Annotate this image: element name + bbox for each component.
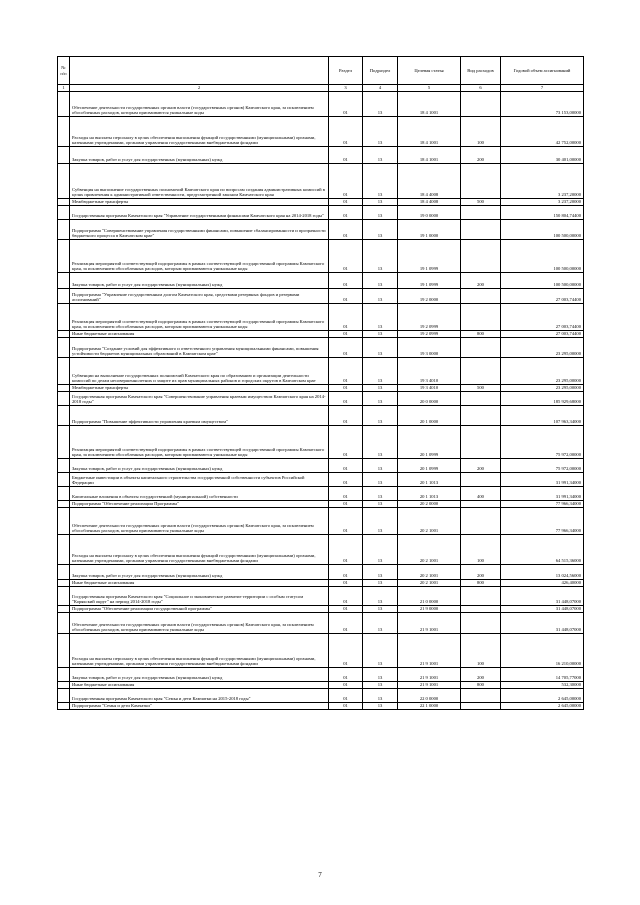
cell-target-article: 21 9 1001 xyxy=(398,613,461,634)
cell-podrazdel: 13 xyxy=(363,459,398,473)
cell-razdel: 01 xyxy=(329,459,363,473)
cell-name: Межбюджетные трансферты xyxy=(70,385,329,392)
table-row xyxy=(58,164,584,199)
cell-podrazdel: 13 xyxy=(363,273,398,289)
cell-target-article: 21 0 0000 xyxy=(398,587,461,606)
cell-annual-volume: 64 515,36000 xyxy=(501,535,584,565)
table-row xyxy=(58,508,584,535)
cell-number xyxy=(58,338,70,358)
cell-number xyxy=(58,147,70,164)
cell-expense-type: 100 xyxy=(461,535,501,565)
cell-razdel: 01 xyxy=(329,338,363,358)
cell-razdel: 01 xyxy=(329,220,363,240)
cell-expense-type: 400 xyxy=(461,487,501,501)
cell-annual-volume: 100 500,00000 xyxy=(501,273,584,289)
table-row xyxy=(58,206,584,220)
cell-target-article: 20 2 1001 xyxy=(398,535,461,565)
cell-expense-type: 800 xyxy=(461,331,501,338)
cell-name: Обеспечение деятельности государственных органов власти (государственных органов) Камчатского края, за исключением обособленных расходов, которым присваиваются уникальные коды xyxy=(70,613,329,634)
table-row xyxy=(58,406,584,426)
cell-target-article: 18 4 1001 xyxy=(398,92,461,117)
cell-number xyxy=(58,304,70,331)
table-row xyxy=(58,240,584,273)
cell-number xyxy=(58,117,70,147)
cell-razdel: 01 xyxy=(329,199,363,206)
cell-annual-volume: 31 991,34000 xyxy=(501,473,584,487)
cell-number xyxy=(58,426,70,459)
cell-name: Подпрограмма "Обеспечение реализации Программы" xyxy=(70,501,329,508)
cell-number xyxy=(58,331,70,338)
table-row xyxy=(58,358,584,385)
cell-annual-volume: 426,40000 xyxy=(501,580,584,587)
cell-annual-volume: 75 972,00000 xyxy=(501,459,584,473)
cell-target-article: 22 1 0000 xyxy=(398,703,461,710)
cell-podrazdel: 13 xyxy=(363,147,398,164)
cell-number xyxy=(58,682,70,689)
cell-annual-volume: 77 966,34000 xyxy=(501,508,584,535)
cell-number xyxy=(58,206,70,220)
cell-razdel: 01 xyxy=(329,682,363,689)
cell-number xyxy=(58,587,70,606)
cell-podrazdel: 13 xyxy=(363,587,398,606)
cell-razdel: 01 xyxy=(329,147,363,164)
cell-target-article: 19 3 4010 xyxy=(398,358,461,385)
cell-number xyxy=(58,385,70,392)
cell-annual-volume: 31 991,34000 xyxy=(501,487,584,501)
cell-annual-volume: 2 645,00000 xyxy=(501,703,584,710)
column-number-3: 3 xyxy=(329,85,363,92)
table-row xyxy=(58,668,584,682)
cell-podrazdel: 13 xyxy=(363,535,398,565)
cell-podrazdel: 13 xyxy=(363,289,398,304)
cell-target-article: 18 4 4008 xyxy=(398,199,461,206)
cell-podrazdel: 13 xyxy=(363,338,398,358)
cell-name: Закупка товаров, работ и услуг для государственных (муниципальных) нужд xyxy=(70,565,329,580)
cell-razdel: 01 xyxy=(329,206,363,220)
table-row xyxy=(58,338,584,358)
cell-target-article: 20 2 1001 xyxy=(398,580,461,587)
cell-expense-type xyxy=(461,240,501,273)
cell-podrazdel: 13 xyxy=(363,634,398,668)
cell-expense-type xyxy=(461,338,501,358)
cell-expense-type xyxy=(461,501,501,508)
cell-razdel: 01 xyxy=(329,385,363,392)
table-row xyxy=(58,587,584,606)
cell-number xyxy=(58,240,70,273)
cell-razdel: 01 xyxy=(329,473,363,487)
cell-number xyxy=(58,613,70,634)
cell-number xyxy=(58,199,70,206)
header-cell-razdel: Раздел xyxy=(329,57,363,85)
cell-target-article: 20 0 0000 xyxy=(398,392,461,406)
cell-target-article: 19 2 0000 xyxy=(398,289,461,304)
cell-razdel: 01 xyxy=(329,587,363,606)
cell-annual-volume: 77 966,34000 xyxy=(501,501,584,508)
cell-razdel: 01 xyxy=(329,406,363,426)
cell-podrazdel: 13 xyxy=(363,426,398,459)
cell-name: Расходы на выплаты персоналу в целях обеспечения выполнения функций государственными (муниципальными) органами, казенными учреждениями, органами управления государственными внебюджетными фондами xyxy=(70,535,329,565)
cell-annual-volume: 150 804,74400 xyxy=(501,206,584,220)
cell-expense-type xyxy=(461,358,501,385)
cell-annual-volume: 532,30000 xyxy=(501,682,584,689)
cell-razdel: 01 xyxy=(329,164,363,199)
cell-annual-volume: 42 752,00000 xyxy=(501,117,584,147)
cell-razdel: 01 xyxy=(329,634,363,668)
cell-expense-type xyxy=(461,220,501,240)
cell-razdel: 01 xyxy=(329,689,363,703)
cell-podrazdel: 13 xyxy=(363,240,398,273)
cell-razdel: 01 xyxy=(329,240,363,273)
cell-name: Обеспечение деятельности государственных органов власти (государственных органов) Камчатского края, за исключением обособленных расходов, которым присваиваются уникальные коды xyxy=(70,508,329,535)
cell-number xyxy=(58,703,70,710)
cell-name: Капитальные вложения в объекты государственной (муниципальной) собственности xyxy=(70,487,329,501)
cell-razdel: 01 xyxy=(329,117,363,147)
table-row xyxy=(58,426,584,459)
table-row xyxy=(58,487,584,501)
cell-podrazdel: 13 xyxy=(363,164,398,199)
cell-name: Государственная программа Камчатского края "Совершенствование управления краевым имуществом Камчатского края на 2014-2018 годы" xyxy=(70,392,329,406)
table-row xyxy=(58,682,584,689)
cell-podrazdel: 13 xyxy=(363,501,398,508)
cell-annual-volume: 27 003,74400 xyxy=(501,331,584,338)
table-row xyxy=(58,273,584,289)
cell-podrazdel: 13 xyxy=(363,703,398,710)
cell-expense-type: 200 xyxy=(461,565,501,580)
table-row xyxy=(58,473,584,487)
cell-annual-volume: 31 448,07000 xyxy=(501,613,584,634)
cell-annual-volume: 31 448,07000 xyxy=(501,606,584,613)
cell-name: Государственная программа Камчатского края "Социальное и экономическое развитие территории с особым статусом "Корякский округ" на период 2014-2018 годы" xyxy=(70,587,329,606)
cell-expense-type xyxy=(461,406,501,426)
table-row xyxy=(58,117,584,147)
table-row xyxy=(58,459,584,473)
cell-name: Межбюджетные трансферты xyxy=(70,199,329,206)
table-row xyxy=(58,147,584,164)
cell-number xyxy=(58,164,70,199)
cell-number xyxy=(58,289,70,304)
cell-podrazdel: 13 xyxy=(363,92,398,117)
cell-annual-volume: 3 237,20000 xyxy=(501,164,584,199)
cell-expense-type: 200 xyxy=(461,147,501,164)
cell-podrazdel: 13 xyxy=(363,682,398,689)
cell-number xyxy=(58,689,70,703)
cell-number xyxy=(58,580,70,587)
cell-annual-volume: 23 295,00000 xyxy=(501,385,584,392)
cell-name: Подпрограмма "Обеспечение реализации государственной программы" xyxy=(70,606,329,613)
cell-expense-type: 500 xyxy=(461,385,501,392)
cell-name: Реализация мероприятий соответствующей подпрограммы в рамках соответствующей государственной программы Камчатского края, за исключением обособленных расходов, которым присваиваются уникальные коды xyxy=(70,304,329,331)
cell-name: Подпрограмма "Совершенствование управления государственными финансами, повышение сбалансированности и прозрачности бюджетного процесса в Камчатском крае" xyxy=(70,220,329,240)
cell-target-article: 20 2 0000 xyxy=(398,501,461,508)
cell-name: Закупка товаров, работ и услуг для государственных (муниципальных) нужд xyxy=(70,273,329,289)
cell-podrazdel: 13 xyxy=(363,304,398,331)
column-number-7: 7 xyxy=(501,85,584,92)
cell-target-article: 20 2 1001 xyxy=(398,565,461,580)
cell-podrazdel: 13 xyxy=(363,199,398,206)
cell-expense-type: 200 xyxy=(461,668,501,682)
cell-annual-volume: 2 645,00000 xyxy=(501,689,584,703)
cell-target-article: 21 9 0000 xyxy=(398,606,461,613)
cell-name: Субвенция на выполнение государственных полномочий Камчатского края по вопросам создания административных комиссий в целях привлечения к административной ответственности, предусмотренной законом Камчатского края xyxy=(70,164,329,199)
table-row xyxy=(58,289,584,304)
cell-name: Государственная программа Камчатского края "Управление государственными финансами Камчатского края на 2014-2018 годы" xyxy=(70,206,329,220)
cell-razdel: 01 xyxy=(329,304,363,331)
cell-razdel: 01 xyxy=(329,535,363,565)
table-row xyxy=(58,703,584,710)
cell-number xyxy=(58,406,70,426)
cell-name: Иные бюджетные ассигнования xyxy=(70,580,329,587)
cell-expense-type xyxy=(461,587,501,606)
cell-annual-volume: 100 500,00000 xyxy=(501,240,584,273)
cell-target-article: 20 1 0999 xyxy=(398,426,461,459)
cell-target-article: 19 1 0999 xyxy=(398,240,461,273)
cell-podrazdel: 13 xyxy=(363,206,398,220)
cell-target-article: 18 4 1001 xyxy=(398,117,461,147)
cell-number xyxy=(58,473,70,487)
header-cell-name xyxy=(70,57,329,85)
cell-name: Расходы на выплаты персоналу в целях обеспечения выполнения функций государственными (муниципальными) органами, казенными учреждениями, органами управления государственными внебюджетными фондами xyxy=(70,117,329,147)
cell-annual-volume: 27 003,74400 xyxy=(501,289,584,304)
cell-target-article: 19 3 4010 xyxy=(398,385,461,392)
cell-podrazdel: 13 xyxy=(363,117,398,147)
cell-annual-volume: 3 237,20000 xyxy=(501,199,584,206)
cell-target-article: 19 1 0999 xyxy=(398,273,461,289)
cell-number xyxy=(58,358,70,385)
cell-number xyxy=(58,606,70,613)
table-row xyxy=(58,220,584,240)
cell-expense-type xyxy=(461,289,501,304)
cell-podrazdel: 13 xyxy=(363,613,398,634)
cell-podrazdel: 13 xyxy=(363,406,398,426)
cell-number xyxy=(58,535,70,565)
cell-name: Закупка товаров, работ и услуг для государственных (муниципальных) нужд xyxy=(70,459,329,473)
cell-podrazdel: 13 xyxy=(363,392,398,406)
table-body xyxy=(58,92,584,710)
cell-razdel: 01 xyxy=(329,426,363,459)
table-row xyxy=(58,606,584,613)
cell-number xyxy=(58,220,70,240)
cell-name: Закупка товаров, работ и услуг для государственных (муниципальных) нужд xyxy=(70,668,329,682)
cell-podrazdel: 13 xyxy=(363,220,398,240)
cell-target-article: 20 1 1013 xyxy=(398,487,461,501)
cell-expense-type: 500 xyxy=(461,199,501,206)
cell-target-article: 19 1 0000 xyxy=(398,220,461,240)
column-number-row xyxy=(58,85,584,92)
cell-razdel: 01 xyxy=(329,501,363,508)
cell-number xyxy=(58,508,70,535)
cell-number xyxy=(58,565,70,580)
cell-podrazdel: 13 xyxy=(363,331,398,338)
cell-annual-volume: 75 972,00000 xyxy=(501,426,584,459)
cell-target-article: 18 4 4008 xyxy=(398,164,461,199)
column-number-2: 2 xyxy=(70,85,329,92)
cell-name: Подпрограмма "Создание условий для эффективного и ответственного управления муниципальными финансами, повышения устойчивости бюджетов муниципальных образований в Камчатском крае" xyxy=(70,338,329,358)
cell-podrazdel: 13 xyxy=(363,606,398,613)
table-row xyxy=(58,565,584,580)
cell-name: Государственная программа Камчатского края "Семья и дети Камчатки на 2015-2018 годы" xyxy=(70,689,329,703)
table-row xyxy=(58,304,584,331)
cell-name: Обеспечение деятельности государственных органов власти (государственных органов) Камчатского края, за исключением обособленных расходов, которым присваиваются уникальные коды xyxy=(70,92,329,117)
header-cell-podrazdel: Подраздел xyxy=(363,57,398,85)
cell-expense-type xyxy=(461,164,501,199)
header-cell-number: № п/п xyxy=(58,57,70,85)
cell-expense-type: 100 xyxy=(461,634,501,668)
cell-podrazdel: 13 xyxy=(363,565,398,580)
cell-razdel: 01 xyxy=(329,703,363,710)
column-number-4: 4 xyxy=(363,85,398,92)
cell-annual-volume: 185 929,68000 xyxy=(501,392,584,406)
cell-target-article: 21 9 1001 xyxy=(398,634,461,668)
cell-annual-volume: 31 448,07000 xyxy=(501,587,584,606)
cell-number xyxy=(58,634,70,668)
cell-expense-type xyxy=(461,304,501,331)
cell-target-article: 19 3 0000 xyxy=(398,338,461,358)
cell-podrazdel: 13 xyxy=(363,508,398,535)
cell-expense-type xyxy=(461,473,501,487)
cell-annual-volume: 100 500,00000 xyxy=(501,220,584,240)
cell-expense-type: 200 xyxy=(461,273,501,289)
cell-name: Иные бюджетные ассигнования xyxy=(70,682,329,689)
column-number-5: 5 xyxy=(398,85,461,92)
budget-table xyxy=(57,56,584,710)
cell-target-article: 19 0 0000 xyxy=(398,206,461,220)
cell-number xyxy=(58,392,70,406)
cell-number xyxy=(58,501,70,508)
column-number-6: 6 xyxy=(461,85,501,92)
cell-razdel: 01 xyxy=(329,580,363,587)
header-row xyxy=(58,57,584,85)
cell-razdel: 01 xyxy=(329,606,363,613)
cell-target-article: 20 1 0000 xyxy=(398,406,461,426)
table-row xyxy=(58,535,584,565)
cell-target-article: 20 1 1013 xyxy=(398,473,461,487)
cell-podrazdel: 13 xyxy=(363,668,398,682)
cell-expense-type xyxy=(461,689,501,703)
table-row xyxy=(58,199,584,206)
cell-expense-type xyxy=(461,392,501,406)
cell-razdel: 01 xyxy=(329,289,363,304)
cell-name: Реализация мероприятий соответствующей подпрограммы в рамках соответствующей государственной программы Камчатского края, за исключением обособленных расходов, которым присваиваются уникальные коды xyxy=(70,240,329,273)
column-number-1: 1 xyxy=(58,85,70,92)
cell-razdel: 01 xyxy=(329,668,363,682)
cell-podrazdel: 13 xyxy=(363,580,398,587)
cell-annual-volume: 73 153,00000 xyxy=(501,92,584,117)
table-row xyxy=(58,634,584,668)
cell-name: Реализация мероприятий соответствующей подпрограммы в рамках соответствующей государственной программы Камчатского края, за исключением обособленных расходов, которым присваиваются уникальные коды xyxy=(70,426,329,459)
cell-razdel: 01 xyxy=(329,358,363,385)
cell-target-article: 19 2 0999 xyxy=(398,304,461,331)
header-cell-annual-volume: Годовой объем ассигнований xyxy=(501,57,584,85)
cell-annual-volume: 27 003,74400 xyxy=(501,304,584,331)
cell-razdel: 01 xyxy=(329,613,363,634)
cell-razdel: 01 xyxy=(329,331,363,338)
cell-target-article: 20 2 1001 xyxy=(398,508,461,535)
cell-expense-type xyxy=(461,206,501,220)
cell-annual-volume: 30 401,00000 xyxy=(501,147,584,164)
cell-expense-type xyxy=(461,92,501,117)
header-cell-target-article: Целевая статья xyxy=(398,57,461,85)
cell-podrazdel: 13 xyxy=(363,689,398,703)
cell-annual-volume: 23 295,00000 xyxy=(501,338,584,358)
cell-expense-type xyxy=(461,613,501,634)
cell-annual-volume: 16 210,00000 xyxy=(501,634,584,668)
cell-expense-type: 200 xyxy=(461,459,501,473)
table-row xyxy=(58,385,584,392)
cell-expense-type: 800 xyxy=(461,580,501,587)
cell-name: Иные бюджетные ассигнования xyxy=(70,331,329,338)
cell-razdel: 01 xyxy=(329,273,363,289)
header-cell-expense-type: Вид расходов xyxy=(461,57,501,85)
cell-target-article: 18 4 1001 xyxy=(398,147,461,164)
table-row xyxy=(58,580,584,587)
cell-expense-type xyxy=(461,703,501,710)
page-number: 7 xyxy=(318,871,322,879)
table-row xyxy=(58,689,584,703)
cell-number xyxy=(58,487,70,501)
cell-name: Субвенции на выполнение государственных полномочий Камчатского края по образованию и организации деятельности комиссий по делам несовершеннолетних и защите их прав муниципальных районов и городских округов в Камчатском крае xyxy=(70,358,329,385)
cell-name: Закупка товаров, работ и услуг для государственных (муниципальных) нужд xyxy=(70,147,329,164)
cell-annual-volume: 23 295,00000 xyxy=(501,358,584,385)
cell-target-article: 21 9 1001 xyxy=(398,668,461,682)
cell-expense-type xyxy=(461,508,501,535)
cell-name: Расходы на выплаты персоналу в целях обеспечения выполнения функций государственными (муниципальными) органами, казенными учреждениями, органами управления государственными внебюджетными фондами xyxy=(70,634,329,668)
cell-name: Бюджетные инвестиции в объекты капитального строительства государственной собственности субъектов Российской Федерации xyxy=(70,473,329,487)
cell-razdel: 01 xyxy=(329,487,363,501)
cell-expense-type: 800 xyxy=(461,682,501,689)
cell-name: Подпрограмма "Семья и дети Камчатки" xyxy=(70,703,329,710)
cell-expense-type xyxy=(461,426,501,459)
cell-razdel: 01 xyxy=(329,92,363,117)
cell-podrazdel: 13 xyxy=(363,358,398,385)
cell-number xyxy=(58,459,70,473)
table-row xyxy=(58,501,584,508)
cell-annual-volume: 13 024,56000 xyxy=(501,565,584,580)
cell-number xyxy=(58,668,70,682)
cell-name: Подпрограмма "Повышение эффективности управления краевым имуществом" xyxy=(70,406,329,426)
cell-number xyxy=(58,273,70,289)
cell-podrazdel: 13 xyxy=(363,487,398,501)
cell-expense-type xyxy=(461,606,501,613)
cell-razdel: 01 xyxy=(329,392,363,406)
cell-annual-volume: 14 705,77000 xyxy=(501,668,584,682)
cell-razdel: 01 xyxy=(329,508,363,535)
cell-podrazdel: 13 xyxy=(363,473,398,487)
cell-annual-volume: 107 963,34000 xyxy=(501,406,584,426)
cell-target-article: 21 9 1001 xyxy=(398,682,461,689)
table-row xyxy=(58,331,584,338)
cell-target-article: 20 1 0999 xyxy=(398,459,461,473)
cell-razdel: 01 xyxy=(329,565,363,580)
cell-name: Подпрограмма "Управление государственным долгом Камчатского края, средствами резервных фондов и резервами ассигнований" xyxy=(70,289,329,304)
cell-target-article: 19 2 0999 xyxy=(398,331,461,338)
table-row xyxy=(58,92,584,117)
cell-expense-type: 100 xyxy=(461,117,501,147)
table-row xyxy=(58,392,584,406)
cell-podrazdel: 13 xyxy=(363,385,398,392)
cell-target-article: 22 0 0000 xyxy=(398,689,461,703)
cell-number xyxy=(58,92,70,117)
table-row xyxy=(58,613,584,634)
